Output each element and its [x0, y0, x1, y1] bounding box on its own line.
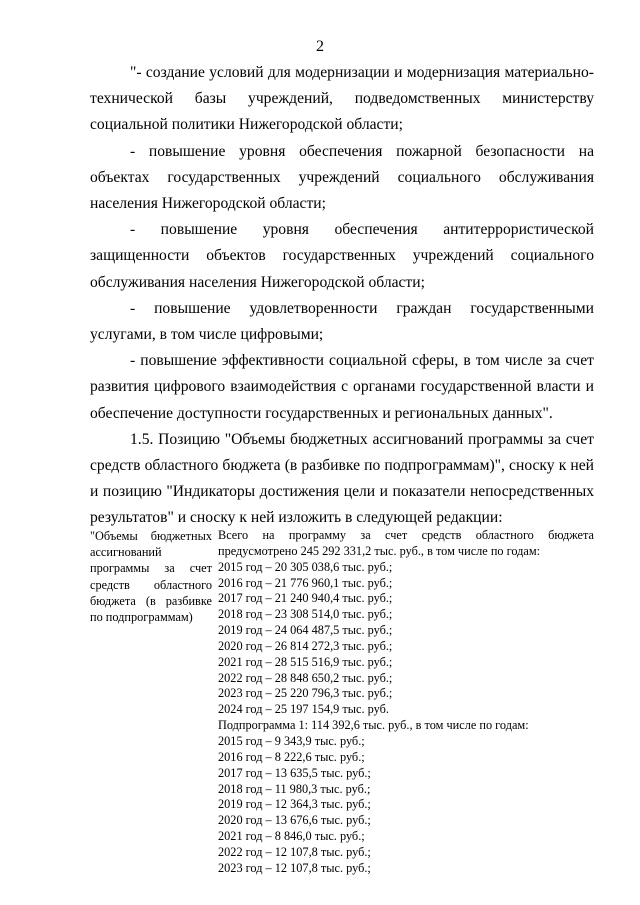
table-line: 2022 год – 12 107,8 тыс. руб.;	[218, 844, 371, 859]
table-line: 2024 год – 25 197 154,9 тыс. руб.	[218, 702, 389, 717]
table-line: 2022 год – 28 848 650,2 тыс. руб.;	[218, 670, 393, 685]
table-line: 2019 год – 24 064 487,5 тыс. руб.;	[218, 623, 393, 638]
table-line: 2015 год – 20 305 038,6 тыс. руб.;	[218, 559, 393, 574]
table-line: 2016 год – 8 222,6 тыс. руб.;	[218, 749, 365, 764]
table-line: 2023 год – 25 220 796,3 тыс. руб.;	[218, 686, 393, 701]
table-line: 2023 год – 12 107,8 тыс. руб.;	[218, 860, 371, 875]
table-line: Подпрограмма 1: 114 392,6 тыс. руб., в том числе по годам:	[218, 718, 529, 733]
table-line: 2021 год – 8 846,0 тыс. руб.;	[218, 829, 365, 844]
table-line: 2017 год – 13 635,5 тыс. руб.;	[218, 765, 371, 780]
paragraph: - повышение уровня обеспечения антитеррористической защищенности объектов государственных учреждений социального обслуживания населения Нижегородской области;	[90, 221, 594, 291]
table-value-cell	[218, 528, 594, 877]
table-line: 2020 год – 13 676,6 тыс. руб.;	[218, 813, 371, 828]
table-label-cell: "Объемы бюджетных ассигнований программы за счет средств областного бюджета (в разбивке по подпрограммам)	[90, 529, 212, 625]
table-line: 2021 год – 28 515 516,9 тыс. руб.;	[218, 654, 393, 669]
table-line: 2020 год – 26 814 272,3 тыс. руб.;	[218, 638, 393, 653]
table-line: 2016 год – 21 776 960,1 тыс. руб.;	[218, 575, 393, 590]
table-line: 2017 год – 21 240 940,4 тыс. руб.;	[218, 591, 393, 606]
paragraph: - повышение удовлетворенности граждан государственными услугами, в том числе цифровыми;	[90, 299, 594, 344]
table-line: 2018 год – 23 308 514,0 тыс. руб.;	[218, 607, 393, 622]
page-number: 2	[316, 38, 324, 55]
table-line: 2015 год – 9 343,9 тыс. руб.;	[218, 733, 365, 748]
table-line: Всего на программу за счет средств областного бюджета предусмотрено 245 292 331,2 тыс. руб., в том числе по годам:	[218, 528, 594, 558]
paragraph: - повышение эффективности социальной сферы, в том числе за счет развития цифрового взаимодействия с органами государственной власти и обеспечение доступности государственных и региональных данных".	[90, 352, 594, 422]
document-body	[90, 60, 594, 532]
budget-table	[90, 528, 594, 877]
paragraph: - повышение уровня обеспечения пожарной безопасности на объектах государственных учреждений социального обслуживания населения Нижегородской области;	[90, 142, 594, 213]
table-line: 2019 год – 12 364,3 тыс. руб.;	[218, 797, 371, 812]
paragraph: "- создание условий для модернизации и модернизация материально-технической базы учреждений, подведомственных министерству социальной политики Нижегородской области;	[90, 64, 594, 134]
paragraph: 1.5. Позицию "Объемы бюджетных ассигнований программы за счет средств областного бюджета (в разбивке по подпрограммам)", сноску к ней и позицию "Индикаторы достижения цели и показатели непосредственных результатов" и сноску к ней изложить в следующей редакции:	[90, 430, 594, 527]
table-line: 2018 год – 11 980,3 тыс. руб.;	[218, 781, 371, 796]
